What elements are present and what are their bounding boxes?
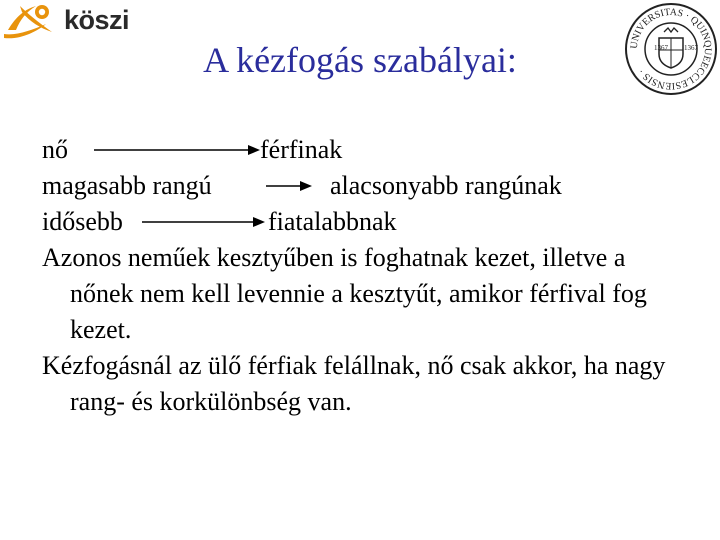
rule-row [42,204,682,240]
seal-text: UNIVERSITAS · QUINQUEECCLESIENSIS · [628,6,714,92]
rule-from: nő [42,135,68,164]
koszi-logo [2,0,130,40]
paragraph: Kézfogásnál az ülő férfiak felállnak, nő csak akkor, ha nagy rang- és korkülönbség van. [42,351,666,416]
rule-from: idősebb [42,207,123,236]
rule-row [42,132,682,168]
arrow-right-icon [142,216,267,228]
slide-body [42,132,682,420]
rule-to: fiatalabbnak [268,207,397,236]
rule-from: magasabb rangú [42,171,212,200]
seal-year-left: 1367 [654,44,668,52]
seal-year-right: 1367 [684,44,698,52]
arrow-right-icon [264,180,314,192]
rule-to: alacsonyabb rangúnak [330,171,562,200]
rule-row [42,168,682,204]
rule-to: férfinak [260,135,343,164]
slide-title: A kézfogás szabályai: [203,40,517,80]
koszi-logo-mark-icon [2,0,62,40]
logo-text: köszi [64,5,130,35]
arrow-right-icon [92,144,262,156]
paragraph: Azonos neműek kesztyűben is foghatnak kezet, illetve a nőnek nem kell levennie a kesztyűt, amikor férfival fog kezet. [42,243,647,344]
